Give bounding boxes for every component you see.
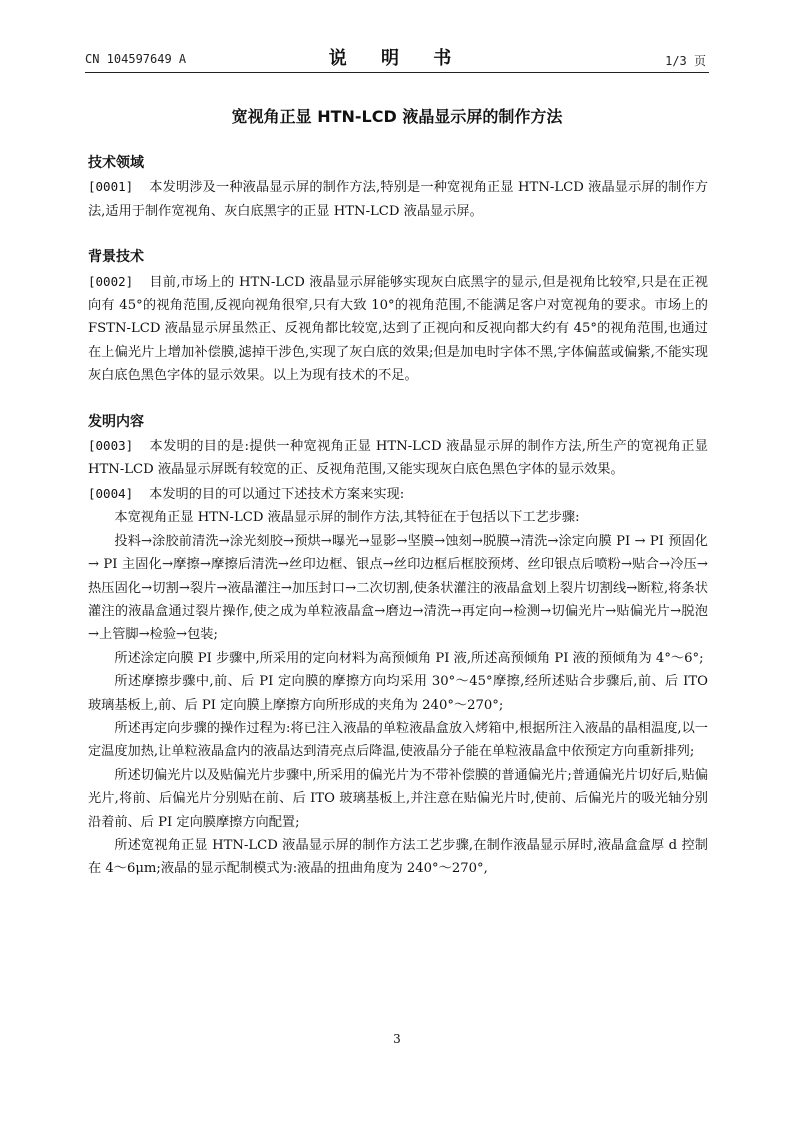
paragraph-0003: [88, 434, 708, 482]
paragraph-text: 本发明涉及一种液晶显示屏的制作方法,特别是一种宽视角正显 HTN-LCD 液晶显示屏的制作方法,适用于制作宽视角、灰白底黑字的正显 HTN-LCD 液晶显示屏。: [88, 180, 708, 219]
paragraph-text: 本发明的目的是:提供一种宽视角正显 HTN-LCD 液晶显示屏的制作方法,所生产的宽视角正显 HTN-LCD 液晶显示屏既有较宽的正、反视角范围,又能实现灰白底色黑色字体的显示效果。: [88, 439, 708, 478]
document-type: 说 明 书: [328, 48, 466, 69]
paragraph-reorientation: 所述再定向步骤的操作过程为:将已注入液晶的单粒液晶盒放入烤箱中,根据所注入液晶的晶相温度,以一定温度加热,让单粒液晶盒内的液晶达到清亮点后降温,使液晶分子能在单粒液晶盒中依预定方向重新排列;: [88, 720, 708, 760]
document-body: [88, 152, 708, 881]
paragraph-text: 目前,市场上的 HTN-LCD 液晶显示屏能够实现灰白底黑字的显示,但是视角比较窄,只是在正视向有 45°的视角范围,反视向视角很窄,只有大致 10°的视角范围,不能满足客户对宽视角的要求。市场上的 FSTN-LCD 液晶显示屏虽然正、反视角都比较宽,达到了正视向和反视向都大约有 45°的视角范围,也通过在上偏光片上增加补偿膜,滤掉干涉色,实现了灰白底的效果;但是加电时字体不黑,字体偏蓝或偏紫,不能实现灰白底色黑色字体的显示效果。以上为现有技术的不足。: [88, 274, 708, 384]
header-divider: [85, 72, 709, 73]
page-number: 3: [393, 1032, 401, 1046]
paragraph-polarizer: 所述切偏光片以及贴偏光片步骤中,所采用的偏光片为不带补偿膜的普通偏光片;普通偏光片切好后,贴偏光片,将前、后偏光片分别贴在前、后 ITO 玻璃基板上,并注意在贴偏光片时,使前、后偏光片的吸光轴分别沿着前、后 PI 定向膜摩擦方向配置;: [88, 767, 708, 830]
paragraph-0001: [88, 175, 708, 223]
document-title: 宽视角正显 HTN-LCD 液晶显示屏的制作方法: [231, 107, 563, 126]
page-indicator: 1/3 页: [665, 54, 706, 68]
paragraph-number: [0002]: [88, 273, 134, 289]
paragraph-text: 本发明的目的可以通过下述技术方案来实现:: [149, 486, 405, 502]
paragraph-pi-coating: 所述涂定向膜 PI 步骤中,所采用的定向材料为高预倾角 PI 液,所述高预倾角 PI 液的预倾角为 4°～6°;: [114, 650, 704, 666]
paragraph-process-steps: 投料→涂胶前清洗→涂光刻胶→预烘→曝光→显影→坚膜→蚀刻→脱膜→清洗→涂定向膜 PI → PI 预固化→ PI 主固化→摩擦→摩擦后清洗→丝印边框、银点→丝印边框后框胶预烤、丝印银点后喷粉→贴合→冷压→热压固化→切割→裂片→液晶灌注→加压封口→二次切割,使条状灌注的液晶盒划上裂片切割线→断粒,将条状灌注的液晶盒通过裂片操作,使之成为单粒液晶盒→磨边→清洗→再定向→检测→切偏光片→贴偏光片→脱泡→上管脚→检验→包装;: [88, 533, 708, 643]
paragraph-method-intro: 本宽视角正显 HTN-LCD 液晶显示屏的制作方法,其特征在于包括以下工艺步骤:: [114, 510, 580, 526]
section-heading-technical-field: 技术领域: [88, 155, 144, 171]
paragraph-rubbing: 所述摩擦步骤中,前、后 PI 定向膜的摩擦方向均采用 30°～45°摩擦,经所述贴合步骤后,前、后 ITO 玻璃基板上,前、后 PI 定向膜上摩擦方向所形成的夹角为 240°～270°;: [88, 674, 708, 713]
paragraph-number: [0001]: [88, 179, 134, 195]
paragraph-0002: [88, 270, 708, 388]
patent-number: CN 104597649 A: [85, 52, 187, 66]
paragraph-number: [0003]: [88, 438, 134, 454]
paragraph-cell-gap: 所述宽视角正显 HTN-LCD 液晶显示屏的制作方法工艺步骤,在制作液晶显示屏时,液晶盒盒厚 d 控制在 4～6μm;液晶的显示配制模式为:液晶的扭曲角度为 240°～270°,: [88, 837, 708, 877]
section-heading-summary: 发明内容: [88, 413, 144, 430]
paragraph-0004: [88, 482, 708, 506]
section-heading-background: 背景技术: [88, 249, 144, 266]
paragraph-number: [0004]: [88, 485, 134, 501]
